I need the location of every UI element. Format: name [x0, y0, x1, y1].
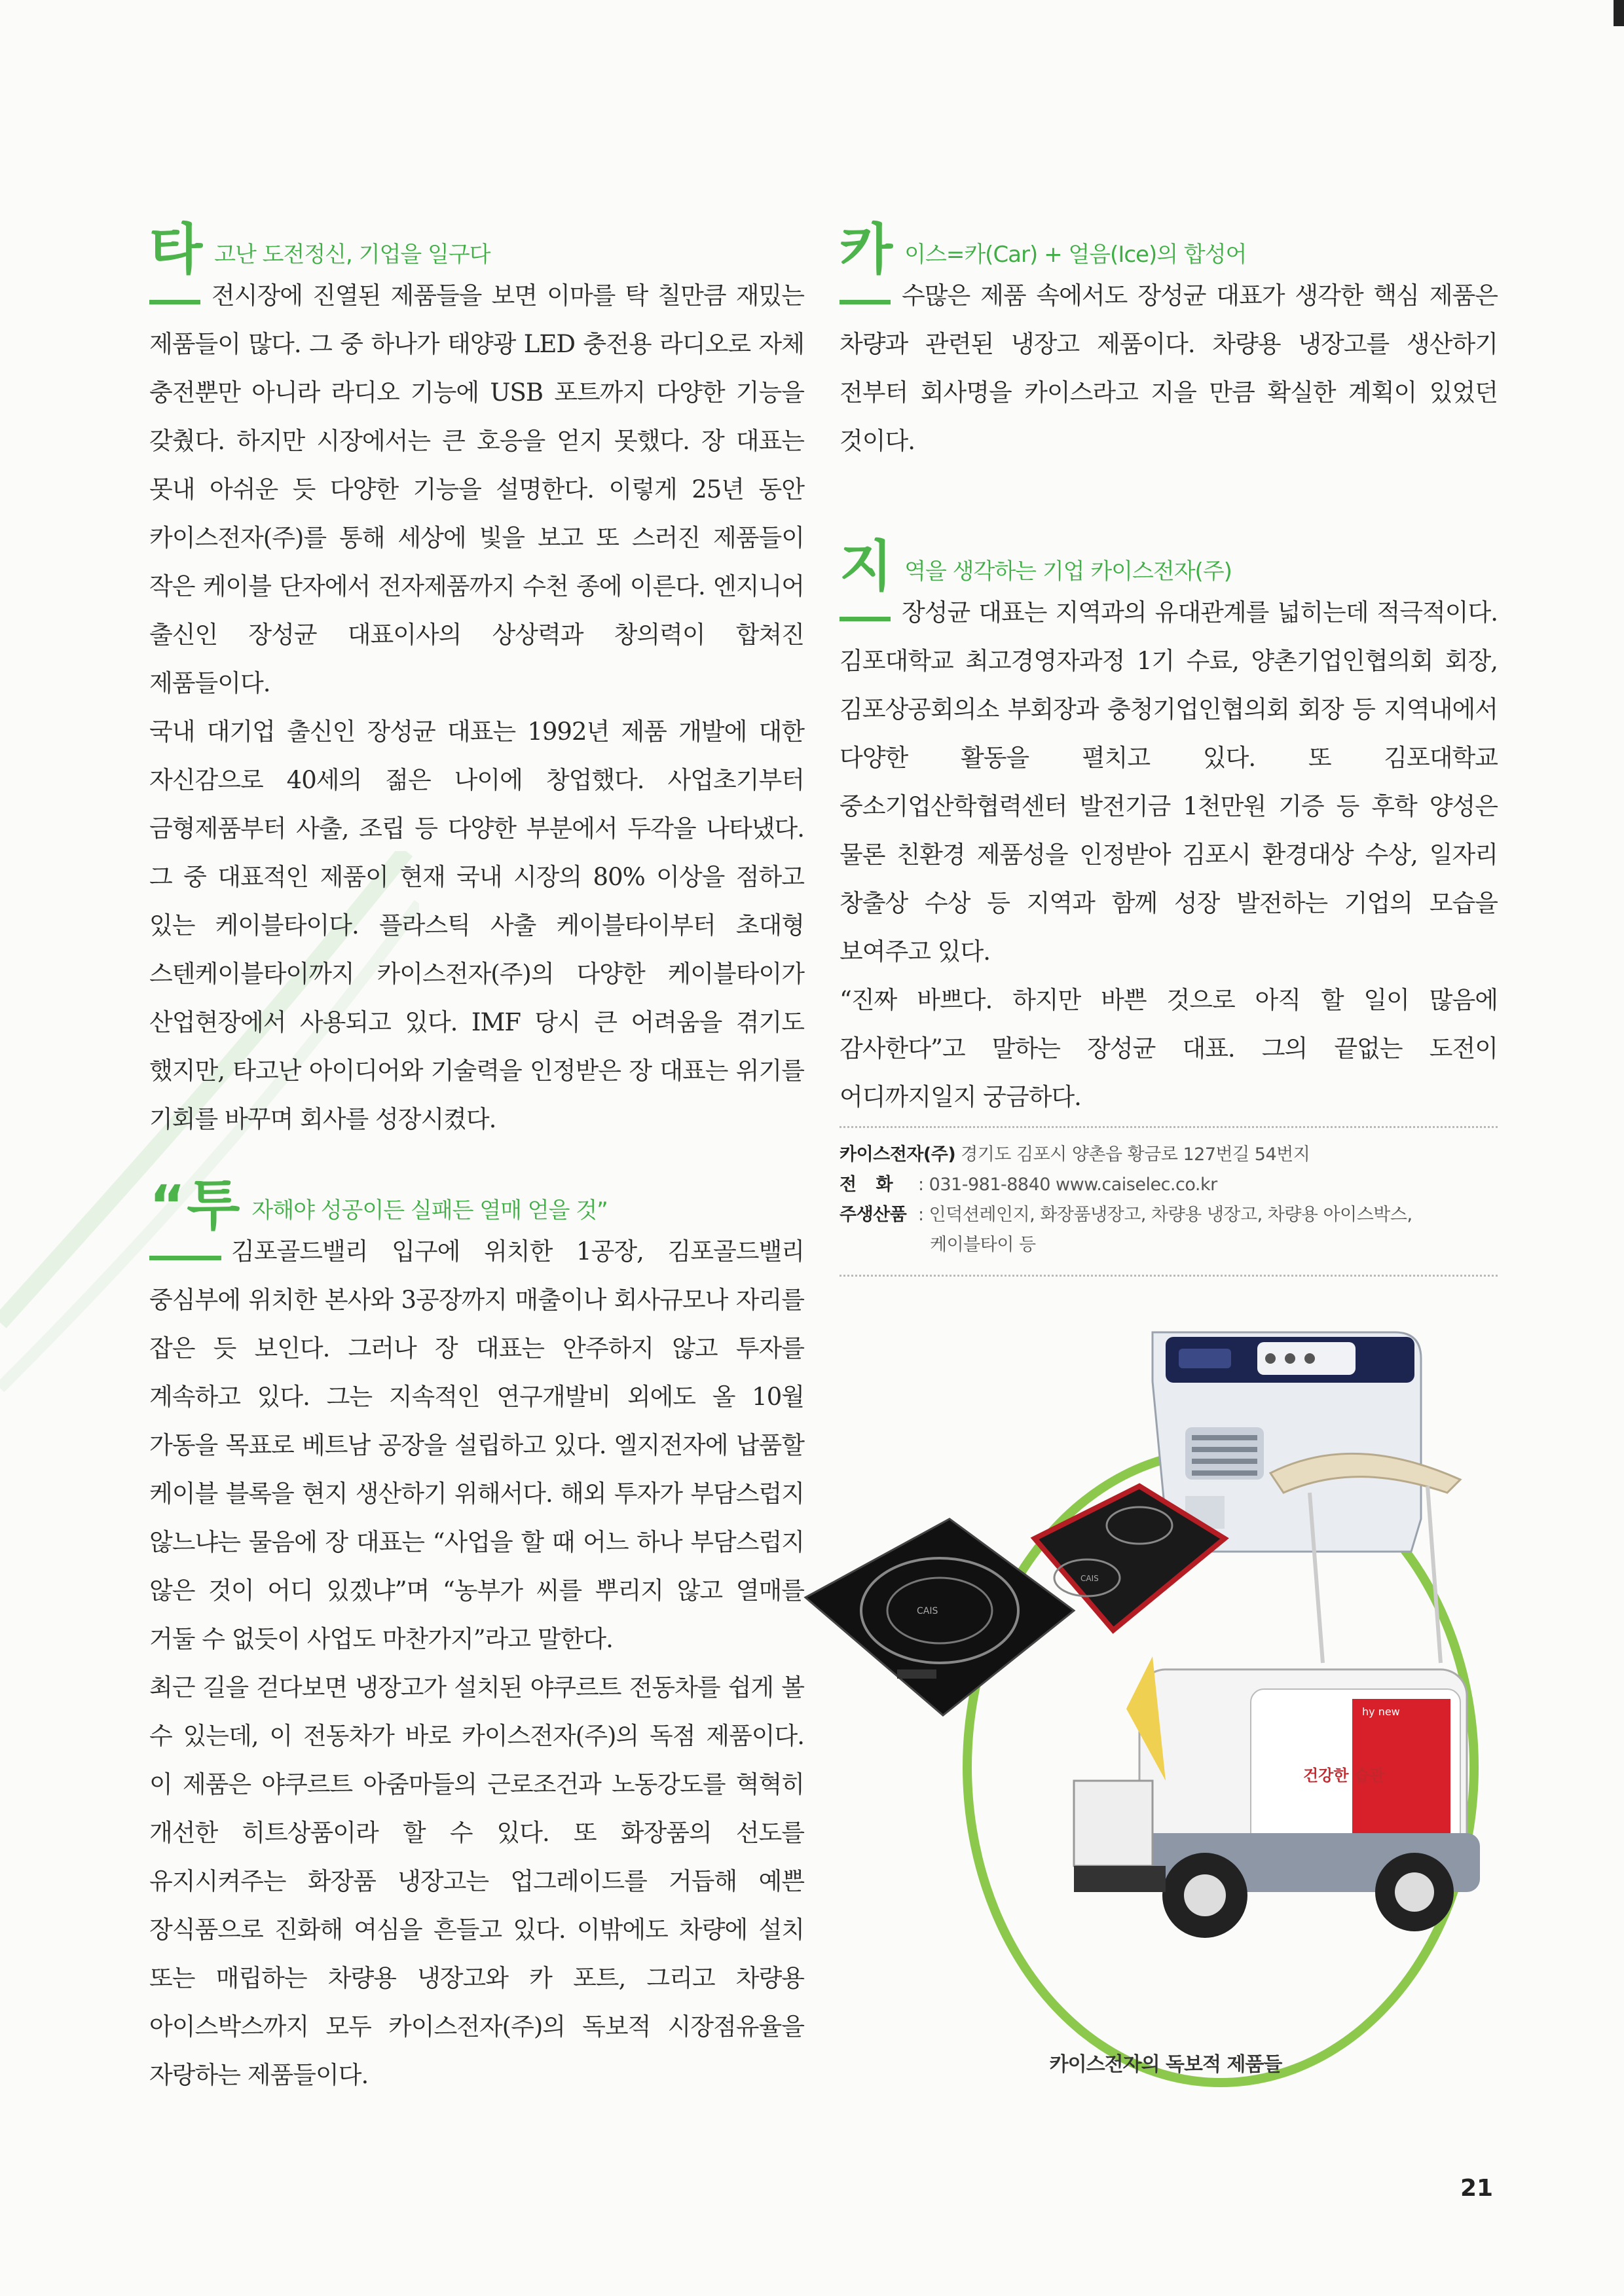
products-list: : 인덕션레인지, 화장품냉장고, 차량용 냉장고, 차량용 아이스박스,: [918, 1205, 1412, 1225]
company-address: 경기도 김포시 양촌읍 황금로 127번길 54번지: [961, 1144, 1310, 1165]
info-products-row: [840, 1200, 1498, 1230]
info-products-row-cont: [840, 1230, 1498, 1260]
product-photo-collage: [799, 1322, 1493, 2128]
info-phone-row: [840, 1170, 1498, 1200]
products-list-cont: 케이블타이 등: [930, 1235, 1036, 1255]
drop-letter: 타: [149, 217, 203, 282]
phone-label: 전 화: [840, 1175, 900, 1195]
paragraph: 장성균 대표는 지역과의 유대관계를 넓히는데 적극적이다. 김포대학교 최고경영자과정 1기 수료, 양촌기업인협의회 회장, 김포상공회의소 부회장과 충청기업인협의회 회장 등 지역내에서 다양한 활동을 펼치고 있다. 또 김포대학교 중소기업산학협력센터 발전기금 1천만원 기증 등 후학 양성은 물론 친환경 제품성을 인정받아 김포시 환경대상 수상, 일자리 창출상 수상 등 지역과 함께 성장 발전하는 기업의 모습을 보여주고 있다.: [840, 598, 1498, 966]
section-heading: [149, 217, 804, 282]
open-quote-mark: “: [149, 1173, 186, 1237]
paragraph: 최근 길을 걷다보면 냉장고가 설치된 야쿠르트 전동차를 쉽게 볼 수 있는데, 이 전동차가 바로 카이스전자(주)의 독점 제품이다. 이 제품은 야쿠르트 아줌마들의 근로조건과 노동강도를 혁혁히 개선한 히트상품이라 할 수 있다. 또 화장품의 선도를 유지시켜주는 화장품 냉장고는 업그레이드를 거듭해 예쁜 장식품으로 진화해 여심을 흔들고 있다. 이밖에도 차량에 설치 또는 매립하는 차량용 냉장고와 카 포트, 그리고 차량용 아이스박스까지 모두 카이스전자(주)의 독보적 시장점유율을 자랑하는 제품들이다.: [149, 1673, 804, 2089]
section-heading: [840, 534, 1498, 598]
right-column: [840, 217, 1498, 1121]
section-ji: [840, 534, 1498, 1121]
paragraph: 김포골드밸리 입구에 위치한 1공장, 김포골드밸리 중심부에 위치한 본사와 3공장까지 매출이나 회사규모나 자리를 잡은 듯 보인다. 그러나 장 대표는 안주하지 않고 투자를 계속하고 있다. 그는 지속적인 연구개발비 외에도 올 10월 가동을 목표로 베트남 공장을 설립하고 있다. 엘지전자에 납품할 케이블 블록을 현지 생산하기 위해서다. 해외 투자가 부담스럽지 않느냐는 물음에 장 대표는 “사업을 할 때 어느 하나 부담스럽지 않은 것이 어디 있겠냐”며 “농부가 씨를 뿌리지 않고 열매를 거둘 수 없듯이 사업도 마찬가지”라고 말한다.: [149, 1237, 804, 1653]
section-title: 자해야 성공이든 실패든 열매 얻을 것”: [251, 1197, 608, 1224]
drop-letter: 지: [840, 534, 893, 598]
phone-and-website: : 031-981-8840 www.caiselec.co.kr: [918, 1175, 1217, 1195]
cart-slogan-text: 건강한 습관: [1303, 1766, 1385, 1785]
drop-letter: 카: [840, 217, 893, 282]
section-ta: [149, 217, 804, 1144]
info-address-row: [840, 1140, 1498, 1170]
company-name: 카이스전자(주): [840, 1144, 956, 1165]
section-title: 고난 도전정신, 기업을 일구다: [214, 242, 490, 268]
left-column: [149, 217, 804, 2100]
section-title: 이스=카(Car) + 얼음(Ice)의 합성어: [904, 242, 1247, 268]
paragraph: 국내 대기업 출신인 장성균 대표는 1992년 제품 개발에 대한 자신감으로 40세의 젊은 나이에 창업했다. 사업초기부터 금형제품부터 사출, 조립 등 다양한 부분에서 두각을 나타냈다. 그 중 대표적인 제품이 현재 국내 시장의 80% 이상을 점하고 있는 케이블타이다. 플라스틱 사출 케이블타이부터 초대형 스텐케이블타이까지 카이스전자(주)의 다양한 케이블타이가 산업현장에서 사용되고 있다. IMF 당시 큰 어려움을 겪기도 했지만, 타고난 아이디어와 기술력을 인정받은 장 대표는 위기를 기회를 바꾸며 회사를 성장시켰다.: [149, 718, 804, 1133]
green-rule: [840, 300, 891, 304]
section-ka: [840, 217, 1498, 465]
section-heading: [149, 1173, 804, 1237]
green-rule: [149, 1256, 221, 1260]
paragraph: “진짜 바쁘다. 하지만 바쁜 것으로 아직 할 일이 많음에 감사한다”고 말하는 장성균 대표. 그의 끝없는 도전이 어디까지일지 궁금하다.: [840, 986, 1498, 1111]
section-title: 역을 생각하는 기업 카이스전자(주): [904, 558, 1232, 585]
page-edge-mark: [1614, 0, 1624, 26]
cooktop-brand-text: CAIS: [917, 1606, 938, 1616]
company-info-box: [840, 1126, 1498, 1277]
paragraph: 전시장에 진열된 제품들을 보면 이마를 탁 칠만큼 재밌는 제품들이 많다. 그 중 하나가 태양광 LED 충전용 라디오로 자체 충전뿐만 아니라 라디오 기능에 USB 포트까지 다양한 기능을 갖췄다. 하지만 시장에서는 큰 호응을 얻지 못했다. 장 대표는 못내 아쉬운 듯 다양한 기능을 설명한다. 이렇게 25년 동안 카이스전자(주)를 통해 세상에 빛을 보고 또 스러진 제품들이 작은 케이블 단자에서 전자제품까지 수천 종에 이른다. 엔지니어 출신인 장성균 대표이사의 상상력과 창의력이 합쳐진 제품들이다.: [149, 282, 804, 697]
photo-caption: 카이스전자의 독보적 제품들: [1049, 2053, 1282, 2076]
page-number: 21: [1460, 2175, 1494, 2202]
product-illustration: [799, 1322, 1493, 2128]
green-rule: [840, 617, 891, 621]
small-cooktop-brand-text: CAIS: [1080, 1574, 1099, 1583]
cart-brand-text: hy new: [1362, 1705, 1400, 1718]
section-tu: [149, 1173, 804, 2100]
paragraph: 수많은 제품 속에서도 장성균 대표가 생각한 핵심 제품은 차량과 관련된 냉장고 제품이다. 차량용 냉장고를 생산하기 전부터 회사명을 카이스라고 지을 만큼 확실한 계획이 있었던 것이다.: [840, 282, 1498, 455]
products-label: 주생산품: [840, 1205, 907, 1225]
induction-cooktop-image: [805, 1519, 1074, 1715]
section-heading: [840, 217, 1498, 282]
drop-letter: 투: [187, 1173, 240, 1237]
green-rule: [149, 300, 200, 304]
